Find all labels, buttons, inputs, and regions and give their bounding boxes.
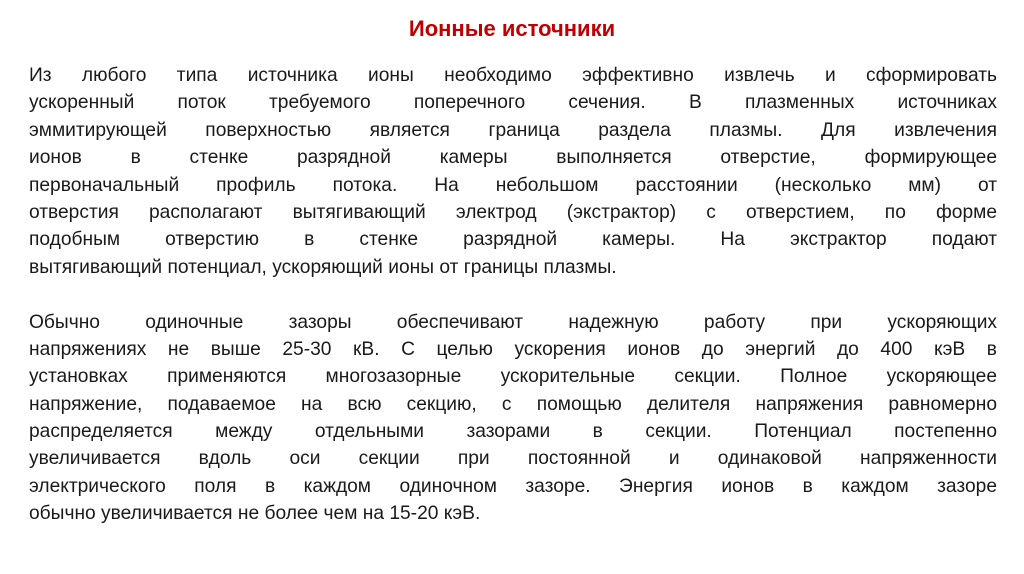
paragraph-2-line: электрического поля в каждом одиночном зазоре. Энергия ионов в каждом зазоре bbox=[29, 475, 997, 497]
slide-title: Ионные источники bbox=[408, 16, 616, 41]
slide-body bbox=[29, 62, 997, 528]
paragraph-gap bbox=[29, 281, 997, 308]
paragraph-1-line: ионов в стенке разрядной камеры выполняется отверстие, формирующее bbox=[29, 147, 997, 169]
paragraph-1-line: вытягивающий потенциал, ускоряющий ионы от границы плазмы. bbox=[29, 256, 617, 278]
paragraph-2-line: напряжениях не выше 25-30 кВ. С целью ускорения ионов до энергий до 400 кэВ в bbox=[29, 338, 997, 360]
paragraph-2-line: Обычно одиночные зазоры обеспечивают надежную работу при ускоряющих bbox=[29, 311, 997, 333]
paragraph-2-line: увеличивается вдоль оси секции при постоянной и одинаковой напряженности bbox=[29, 448, 997, 470]
paragraph-1-line: ускоренный поток требуемого поперечного сечения. В плазменных источниках bbox=[29, 92, 997, 114]
paragraph-1-line: отверстия располагают вытягивающий электрод (экстрактор) с отверстием, по форме bbox=[29, 201, 997, 223]
paragraph-1-line: первоначальный профиль потока. На небольшом расстоянии (несколько мм) от bbox=[29, 174, 997, 196]
paragraph-1 bbox=[29, 62, 997, 281]
paragraph-2-line: напряжение, подаваемое на всю секцию, с помощью делителя напряжения равномерно bbox=[29, 393, 997, 415]
paragraph-2-line: обычно увеличивается не более чем на 15-20 кэВ. bbox=[29, 503, 481, 525]
paragraph-2 bbox=[29, 309, 997, 528]
paragraph-1-line: подобным отверстию в стенке разрядной камеры. На экстрактор подают bbox=[29, 229, 997, 251]
paragraph-2-line: распределяется между отдельными зазорами в секции. Потенциал постепенно bbox=[29, 421, 997, 443]
paragraph-1-line: Из любого типа источника ионы необходимо эффективно извлечь и сформировать bbox=[29, 65, 997, 86]
paragraph-1-line: эммитирующей поверхностью является граница раздела плазмы. Для извлечения bbox=[29, 119, 997, 141]
paragraph-2-line: установках применяются многозазорные ускорительные секции. Полное ускоряющее bbox=[29, 366, 997, 388]
